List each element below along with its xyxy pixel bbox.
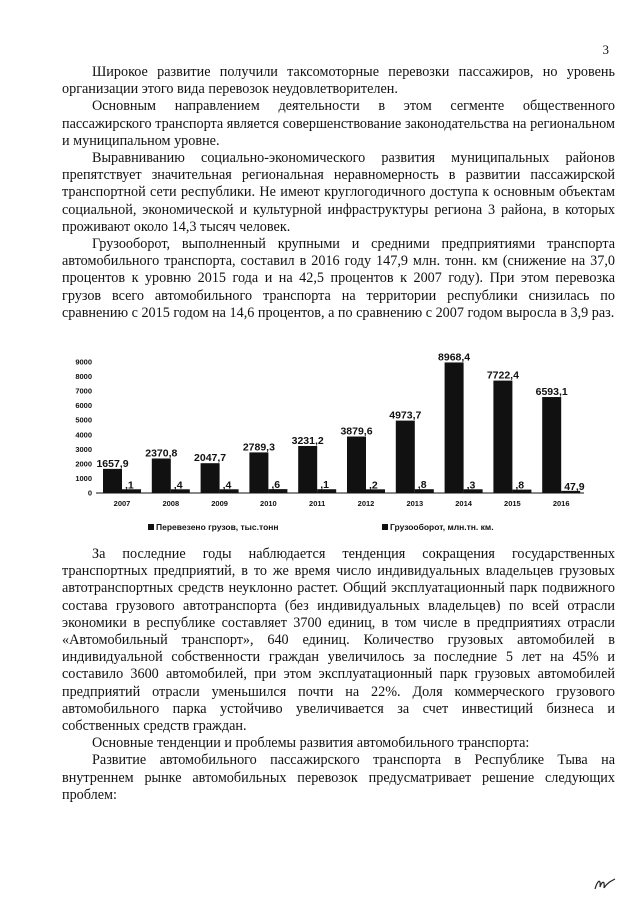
legend-label-cargo: Перевезено грузов, тыс.тонн (156, 522, 279, 532)
y-tick-label: 8000 (75, 372, 92, 382)
text-block-bottom (62, 546, 615, 804)
x-tick-label: 2012 (357, 499, 375, 508)
data-label-cargo: 1657,9 (96, 457, 129, 470)
x-tick-label: 2010 (260, 499, 277, 508)
y-tick-label: 7000 (75, 386, 92, 396)
legend-swatch-cargo (148, 524, 154, 530)
data-label-turnover: ,2 (369, 479, 378, 492)
legend-swatch-turnover (382, 524, 388, 530)
y-tick-label: 1000 (75, 473, 92, 483)
x-tick-label: 2014 (455, 499, 472, 508)
page-number: 3 (602, 42, 609, 57)
data-label-cargo: 4973,7 (389, 409, 422, 422)
paragraph: Грузооборот, выполненный крупными и средними предприятиями транспорта автомобильного транспорта, составил в 2016 году 147,9 млн. тонн. км (снижение на 37,0 процентов к уровню 2015 года и на 42,5 процентов к 2007 году). При этом перевозка грузов всего автомобильного транспорта на территории республики снизилась по сравнению с 2015 годом на 14,6 процентов, а по сравнению с 2007 годом выросла в 3,9 раз. (62, 236, 615, 321)
paragraph: Основные тенденции и проблемы развития автомобильного транспорта: (92, 735, 530, 752)
y-tick-label: 2000 (75, 459, 92, 469)
bar-cargo (201, 463, 220, 493)
bar-cargo (103, 469, 122, 493)
paragraph: За последние годы наблюдается тенденция сокращения государственных транспортных предприятий, в то же время число индивидуальных владельцев грузовых автотранспортных средств неуклонно растет. Общий эксплуатационный парк подвижного состава грузового автотранспорта (без индивидуальных владельцев) по всей отрасли экономики в республике составляет 3700 единиц, в том числе в предприятиях отрасли «Автомобильный транспорт», 640 единиц. Количество грузовых автомобилей в индивидуальной собственности граждан увеличилось за последние 5 лет на 45% и составило 3600 автомобилей, при этом эксплуатационный парк грузовых автомобилей предприятий отрасли уменьшился почти на 22%. Доля коммерческого грузового автомобильного парка устойчиво увеличивается за счет инвестиций бизнеса и собственных средств граждан. (62, 546, 615, 735)
bar-cargo (298, 446, 317, 493)
data-label-cargo: 6593,1 (535, 386, 568, 399)
x-tick-label: 2015 (504, 499, 521, 508)
data-label-turnover: 47,9 (564, 480, 585, 493)
x-tick-label: 2016 (552, 499, 570, 508)
data-label-turnover: ,1 (320, 479, 329, 492)
paragraph: Развитие автомобильного пассажирского транспорта в Республике Тыва на внутреннем рынке автомобильных перевозок предусматривает решение следующих проблем: (62, 752, 615, 803)
y-tick-label: 5000 (75, 415, 92, 425)
bar-chart-svg (62, 348, 615, 538)
bar-cargo (542, 397, 561, 493)
legend-label-turnover: Грузооборот, млн.тн. км. (390, 522, 494, 532)
x-tick-label: 2009 (211, 499, 228, 508)
x-tick-label: 2011 (309, 499, 326, 508)
data-label-turnover: ,6 (271, 479, 281, 492)
data-label-turnover: ,4 (173, 479, 183, 492)
data-label-cargo: 8968,4 (438, 351, 471, 364)
bar-cargo (445, 362, 464, 493)
data-label-turnover: ,8 (515, 479, 525, 492)
paragraph: Выравниванию социально-экономического развития муниципальных районов препятствует значительная региональная неравномерность в развитии пассажирской транспортной сети республики. Не имеют круглогодичного доступа к основным объектам социальной, экономической и культурной инфраструктуры региона 3 района, в которых проживают около 14,3 тысяч человек. (62, 150, 615, 235)
data-label-turnover: ,4 (222, 479, 232, 492)
data-label-cargo: 2370,8 (145, 447, 178, 460)
data-label-turnover: ,3 (466, 479, 476, 492)
y-tick-label: 6000 (75, 401, 92, 411)
bar-cargo (347, 437, 366, 493)
bar-chart (62, 348, 615, 538)
x-tick-label: 2008 (162, 499, 180, 508)
paragraph: Широкое развитие получили таксомоторные перевозки пассажиров, но уровень организации этого вида перевозок неудовлетворителен. (62, 64, 615, 98)
data-label-cargo: 2047,7 (194, 452, 227, 465)
data-label-cargo: 2789,3 (242, 441, 275, 454)
y-tick-label: 3000 (75, 444, 92, 454)
paragraph: Основным направлением деятельности в этом сегменте общественного пассажирского транспорта является совершенствование законодательства на региональном и муниципальном уровне. (62, 98, 615, 149)
data-label-cargo: 3879,6 (340, 425, 373, 438)
data-label-turnover: ,1 (125, 479, 134, 492)
bar-cargo (493, 381, 512, 493)
y-tick-label: 9000 (75, 357, 92, 367)
x-tick-label: 2007 (113, 499, 131, 508)
data-label-cargo: 3231,2 (291, 434, 324, 447)
bar-cargo (396, 421, 415, 493)
y-tick-label: 0 (87, 488, 92, 498)
data-label-cargo: 7722,4 (486, 369, 519, 382)
text-block-top (62, 64, 615, 322)
handwritten-initials (592, 875, 618, 893)
bar-cargo (249, 452, 268, 493)
y-tick-label: 4000 (75, 430, 92, 440)
data-label-turnover: ,8 (417, 479, 427, 492)
bar-cargo (152, 458, 171, 493)
x-tick-label: 2013 (406, 499, 424, 508)
